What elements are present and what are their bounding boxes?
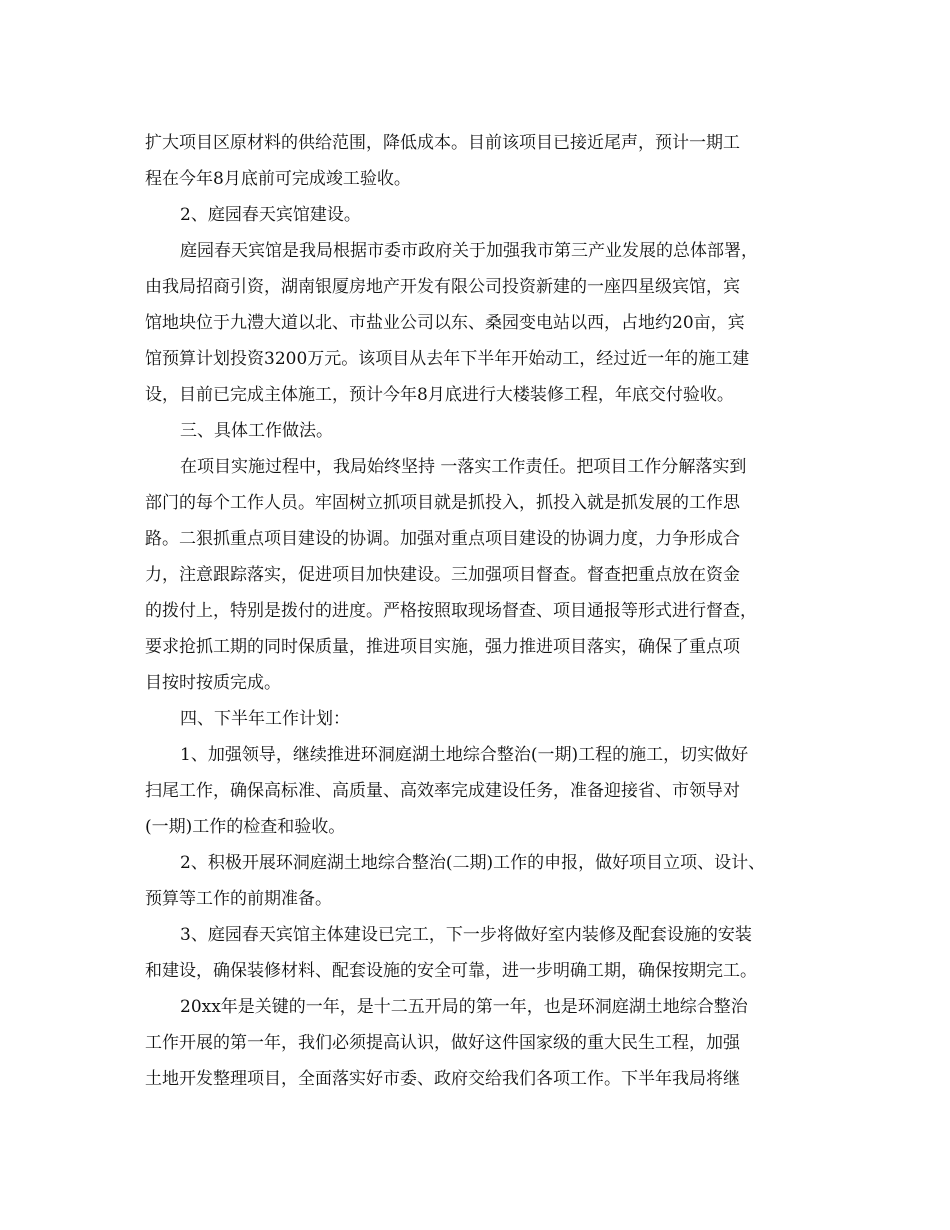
text-line: 3、庭园春天宾馆主体建设已完工，下一步将做好室内装修及配套设施的安装	[180, 925, 752, 945]
section-heading: 四、下半年工作计划：	[180, 709, 350, 729]
text-line: 扩大项目区原材料的供给范围，降低成本。目前该项目已接近尾声，预计一期工	[145, 133, 740, 153]
text-line: 20xx年是关键的一年，是十二五开局的第一年，也是环洞庭湖土地综合整治	[180, 997, 748, 1017]
text-line: 路。二狠抓重点项目建设的协调。加强对重点项目建设的协调力度，力争形成合	[145, 529, 740, 549]
text-line: 力，注意跟踪落实，促进项目加快建设。三加强项目督查。督查把重点放在资金	[145, 565, 740, 585]
section-heading: 2、庭园春天宾馆建设。	[180, 205, 361, 225]
text-line: (一期)工作的检查和验收。	[145, 817, 346, 837]
text-line: 的拨付上，特别是拨付的进度。严格按照取现场督查、项目通报等形式进行督查，	[145, 601, 757, 621]
text-line: 设，目前已完成主体施工，预计今年8月底进行大楼装修工程，年底交付验收。	[145, 385, 734, 405]
text-line: 目按时按质完成。	[145, 673, 281, 693]
text-line: 馆预算计划投资3200万元。该项目从去年下半年开始动工，经过近一年的施工建	[145, 349, 750, 369]
text-line: 在项目实施过程中，我局始终坚持 一落实工作责任。把项目工作分解落实到	[180, 457, 747, 477]
text-line: 程在今年8月底前可完成竣工验收。	[145, 169, 411, 189]
text-line: 预算等工作的前期准备。	[145, 889, 332, 909]
text-line: 2、积极开展环洞庭湖土地综合整治(二期)工作的申报，做好项目立项、设计、	[180, 853, 766, 873]
section-heading: 三、具体工作做法。	[180, 421, 333, 441]
text-line: 庭园春天宾馆是我局根据市委市政府关于加强我市第三产业发展的总体部署，	[180, 241, 758, 261]
text-line: 由我局招商引资，湖南银厦房地产开发有限公司投资新建的一座四星级宾馆，宾	[145, 277, 740, 297]
text-line: 1、加强领导，继续推进环洞庭湖土地综合整治(一期)工程的施工，切实做好	[180, 745, 749, 765]
text-line: 馆地块位于九澧大道以北、市盐业公司以东、桑园变电站以西，占地约20亩，宾	[145, 313, 745, 333]
text-line: 和建设，确保装修材料、配套设施的安全可靠，进一步明确工期，确保按期完工。	[145, 961, 757, 981]
text-line: 工作开展的第一年，我们必须提高认识，做好这件国家级的重大民生工程，加强	[145, 1033, 740, 1053]
text-line: 扫尾工作，确保高标准、高质量、高效率完成建设任务，准备迎接省、市领导对	[145, 781, 740, 801]
text-line: 要求抢抓工期的同时保质量，推进项目实施，强力推进项目落实，确保了重点项	[145, 637, 740, 657]
text-line: 部门的每个工作人员。牢固树立抓项目就是抓投入，抓投入就是抓发展的工作思	[145, 493, 740, 513]
text-line: 土地开发整理项目，全面落实好市委、政府交给我们各项工作。下半年我局将继	[145, 1069, 740, 1089]
